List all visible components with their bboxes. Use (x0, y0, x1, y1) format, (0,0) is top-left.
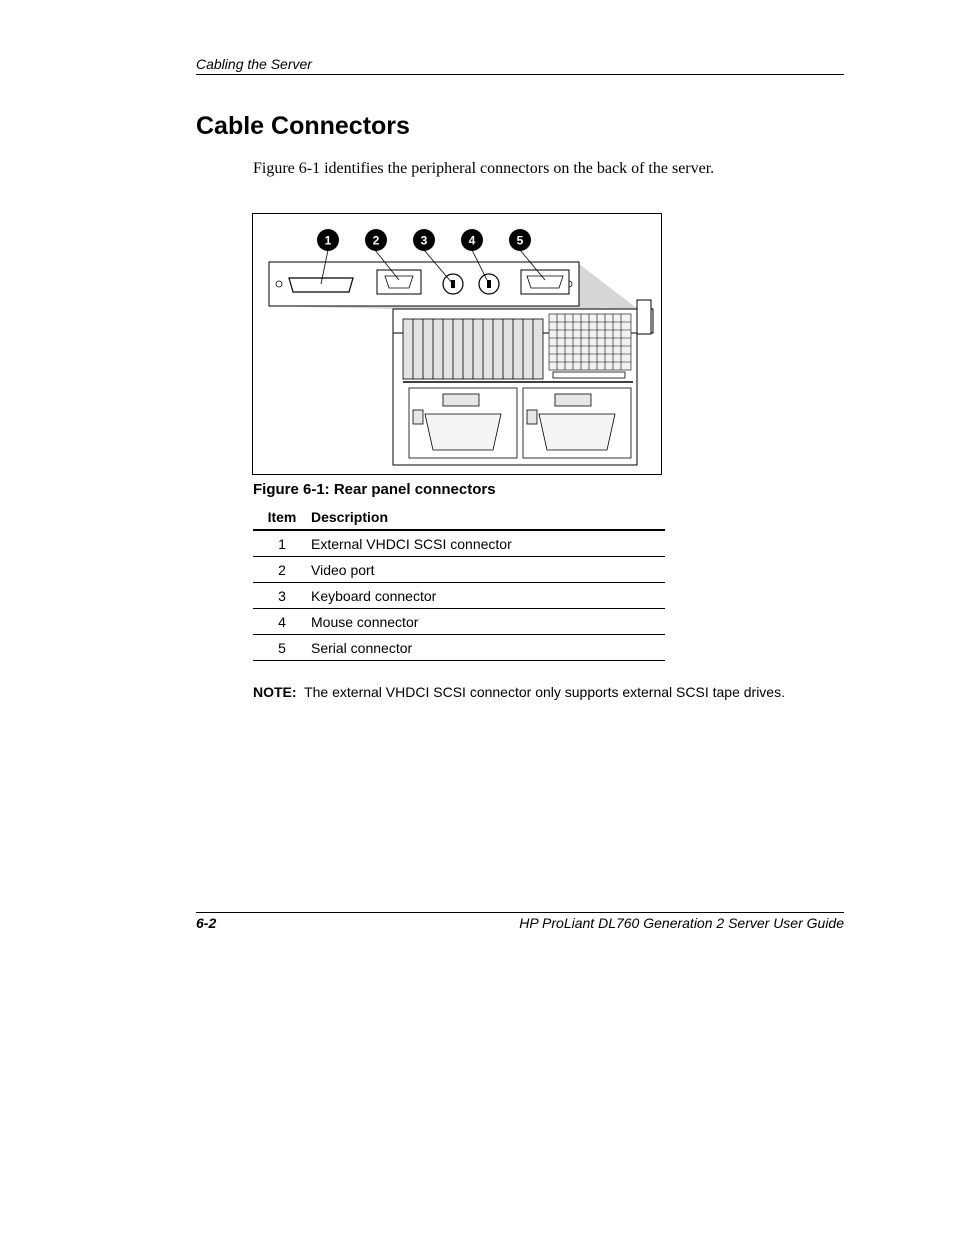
note-block (253, 684, 843, 700)
row-item-number: 5 (253, 635, 311, 661)
running-header: Cabling the Server (196, 56, 312, 72)
table-row (253, 635, 665, 661)
row-item-number: 3 (253, 583, 311, 609)
callout-2 (365, 229, 387, 251)
table-row (253, 609, 665, 635)
callout-4-label: 4 (468, 233, 476, 248)
row-description: Video port (311, 557, 665, 583)
figure-rear-panel (252, 213, 662, 475)
column-header-description: Description (311, 504, 665, 530)
page-number: 6-2 (196, 915, 217, 931)
row-item-number: 4 (253, 609, 311, 635)
row-description: Mouse connector (311, 609, 665, 635)
page-title: Cable Connectors (196, 112, 410, 140)
footer-divider (196, 912, 844, 913)
note-label: NOTE: (253, 684, 297, 700)
row-description: Serial connector (311, 635, 665, 661)
row-item-number: 2 (253, 557, 311, 583)
row-item-number: 1 (253, 530, 311, 557)
callout-4 (461, 229, 483, 251)
callout-1 (317, 229, 339, 251)
table-header-row (253, 504, 665, 530)
table-row (253, 557, 665, 583)
row-description: External VHDCI SCSI connector (311, 530, 665, 557)
row-description: Keyboard connector (311, 583, 665, 609)
intro-paragraph: Figure 6-1 identifies the peripheral connectors on the back of the server. (253, 160, 715, 177)
figure-caption: Figure 6-1: Rear panel connectors (253, 481, 496, 498)
connector-table (253, 504, 665, 661)
callout-2-label: 2 (372, 233, 380, 248)
callout-5 (509, 229, 531, 251)
connector-panel-detail (269, 262, 579, 306)
scsi-connector-shape (289, 278, 353, 292)
table-row (253, 530, 665, 557)
callout-5-label: 5 (516, 233, 524, 248)
column-header-item: Item (253, 504, 311, 530)
callout-3 (413, 229, 435, 251)
book-title: HP ProLiant DL760 Generation 2 Server User Guide (519, 915, 844, 931)
callout-3-label: 3 (420, 233, 428, 248)
server-chassis (393, 300, 653, 465)
header-divider (196, 74, 844, 75)
note-text: The external VHDCI SCSI connector only supports external SCSI tape drives. (304, 684, 785, 700)
zoom-wedge-side (579, 264, 638, 309)
table-row (253, 583, 665, 609)
callout-1-label: 1 (324, 233, 332, 248)
rear-panel-illustration (253, 214, 661, 474)
